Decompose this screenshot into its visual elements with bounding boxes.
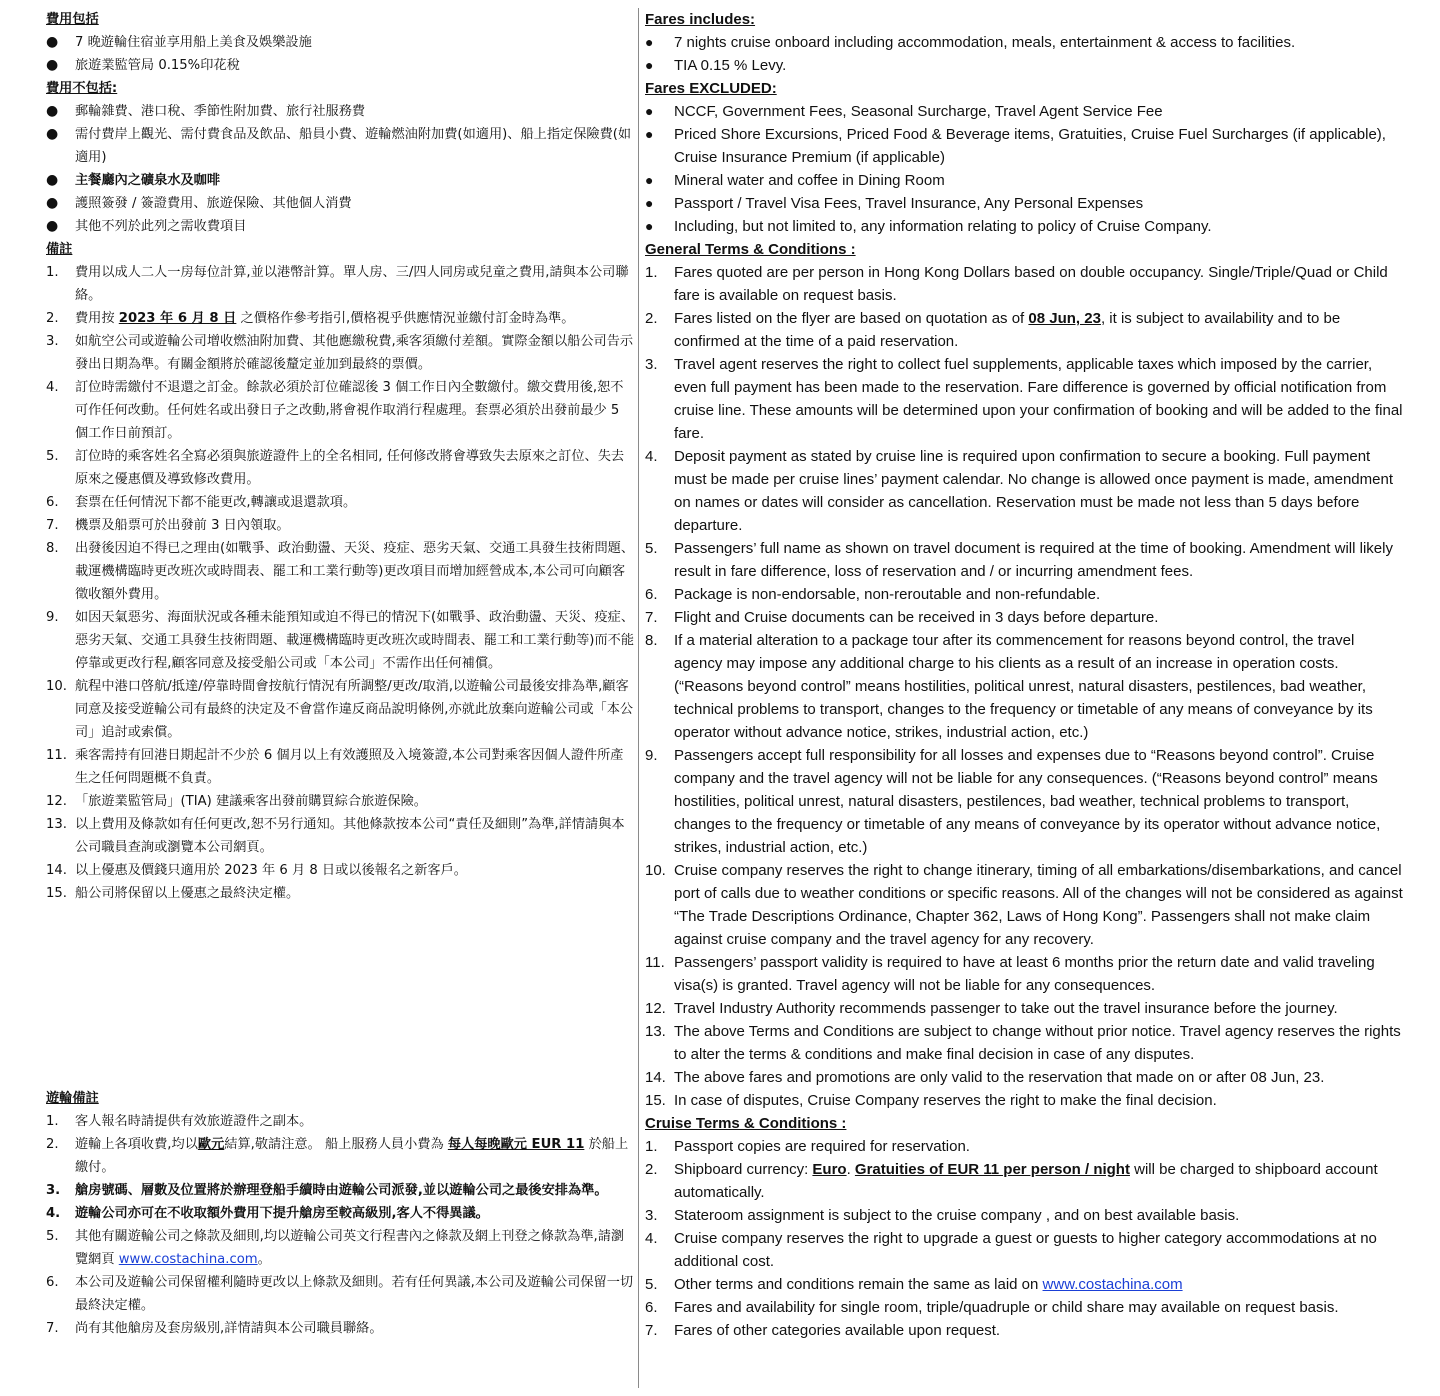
gratuity-amount: Gratuities of EUR 11 per person / night [854,1161,1130,1178]
zh-inclusions-heading: 費用包括 [46,12,99,27]
list-item: 1. 費用以成人二人一房每位計算,並以港幣計算。單人房、三/四人同房或兒童之費用,請與本公司聯絡。 [46,265,629,303]
zh-inclusions-list [46,31,636,77]
website-link[interactable]: www.costachina.com [118,1252,258,1267]
list-item: 4. Deposit payment as stated by cruise line is required upon confirmation to secure a booking. Full payment must be made per cruise lines’ payment calendar. No change is allowed once payment is made, amendment on names or dates will consider as cancellation. Reservation must be made not less than 5 days before departure. [645,448,1393,534]
list-item: 10. 航程中港口啓航/抵達/停靠時間會按航行情況有所調整/更改/取消,以遊輪公司最後安排為準,顧客同意及接受遊輪公司有最終的決定及不會當作違反商品說明條例,亦就此放棄向遊輪公司或「本公司」追討或索償。 [46,679,634,740]
spacer [46,905,636,1087]
list-item: ● 郵輪雜費、港口稅、季節性附加費、旅行社服務費 [46,100,636,123]
chinese-column [46,8,636,1340]
bullet-icon: ● [645,218,654,234]
list-item: ● 旅遊業監管局 0.15%印花稅 [46,54,636,77]
list-item: 1. Fares quoted are per person in Hong Kong Dollars based on double occupancy. Single/Triple/Quad or Child fare is available on request basis. [645,264,1388,304]
list-item: 5. Passengers’ full name as shown on travel document is required at the time of booking. Amendment will likely result in fare difference, loss of reservation and / or incurring amendment fees. [645,540,1393,580]
list-item: 9. 如因天氣惡劣、海面狀況或各種未能預知或迫不得已的情況下(如戰爭、政治動盪、天災、疫症、惡劣天氣、交通工具發生技術問題、載運機構臨時更改班次或時間表、罷工和工業行動等)而不能停靠或更改行程,顧客同意及接受船公司或「本公司」不需作出任何補償。 [46,610,635,671]
list-item: 9. Passengers accept full responsibility for all losses and expenses due to “Reasons beyond control”. Cruise company and the travel agency will not be liable for any consequences. (“Reasons beyond control” means hostilities, political unrest, natural disasters, pestilences, bad weather, technical problems to transport, changes to the frequency or timetable of any means of conveyance by its operator without advance notice, strikes, industrial action, etc.) [645,747,1381,856]
list-item: ● 其他不列於此列之需收費項目 [46,215,636,238]
english-column [645,8,1405,1342]
bullet-icon: ● [645,195,654,211]
list-item: 2. 遊輪上各項收費,均以歐元結算,敬請注意。 船上服務人員小費為 每人每晚歐元 EUR 11 於船上繳付。 [46,1137,629,1175]
list-item: 6. 本公司及遊輪公司保留權利隨時更改以上條款及細則。若有任何異議,本公司及遊輪公司保留一切最終決定權。 [46,1275,634,1313]
bullet-icon: ● [645,126,654,142]
en-exclusions-heading: Fares EXCLUDED: [645,80,777,97]
list-item: 7. 機票及船票可於出發前 3 日內領取。 [46,518,290,533]
list-item: ● Passport / Travel Visa Fees, Travel Insurance, Any Personal Expenses [645,192,1405,215]
column-divider [638,8,639,1388]
zh-notes-heading: 備註 [46,242,73,257]
currency-euro: 歐元 [197,1137,225,1152]
list-item: 13. 以上費用及條款如有任何更改,恕不另行通知。其他條款按本公司“責任及細則”為準,詳情請與本公司職員查詢或瀏覽本公司網頁。 [46,817,625,855]
list-item: 6. Fares and availability for single room, triple/quadruple or child share may available on request basis. [645,1299,1339,1316]
list-item: 7. Fares of other categories available upon request. [645,1322,1001,1339]
list-item: 1. 客人報名時請提供有效旅遊證件之副本。 [46,1114,313,1129]
list-item: 5. Other terms and conditions remain the same as laid on www.costachina.com [645,1276,1183,1293]
gratuity-amount: 每人每晚歐元 EUR 11 [447,1137,585,1152]
list-item: 3. 如航空公司或遊輪公司增收燃油附加費、其他應繳稅費,乘客須繳付差額。實際金額以船公司告示發出日期為準。有關金額將於確認後釐定並加到最終的票價。 [46,334,634,372]
zh-exclusions-heading: 費用不包括: [46,81,118,96]
list-item: ● TIA 0.15 % Levy. [645,54,1405,77]
bullet-icon: ● [645,103,654,119]
website-link[interactable]: www.costachina.com [1042,1276,1183,1293]
list-item: 5. 訂位時的乘客姓名全寫必須與旅遊證件上的全名相同, 任何修改將會導致失去原來之訂位、失去原來之優惠價及導致修改費用。 [46,449,625,487]
en-terms-list [645,261,1405,1112]
list-item: 3. Stateroom assignment is subject to the cruise company , and on best available basis. [645,1207,1240,1224]
bullet-icon: ● [46,172,59,188]
list-item: 11. Passengers’ passport validity is required to have at least 6 months prior the return date and valid traveling visa(s) is granted. Travel agency will not be liable for any consequences. [645,954,1375,994]
en-cruise-heading: Cruise Terms & Conditions : [645,1115,847,1132]
bullet-icon: ● [46,195,59,211]
list-item: 15. In case of disputes, Cruise Company reserves the right to make the final decision. [645,1092,1217,1109]
list-item: ● NCCF, Government Fees, Seasonal Surcharge, Travel Agent Service Fee [645,100,1405,123]
list-item: ● 護照簽發 / 簽證費用、旅遊保險、其他個人消費 [46,192,636,215]
list-item: ● Including, but not limited to, any information relating to policy of Cruise Company. [645,215,1405,238]
list-item: 6. 套票在任何情況下都不能更改,轉讓或退還款項。 [46,495,357,510]
en-cruise-list [645,1135,1405,1342]
list-item: ● 7 晚遊輪住宿並享用船上美食及娛樂設施 [46,31,636,54]
en-terms-heading: General Terms & Conditions : [645,241,856,258]
bullet-icon: ● [46,103,59,119]
list-item: 15. 船公司將保留以上優惠之最終決定權。 [46,886,300,901]
list-item: 4. 遊輪公司亦可在不收取額外費用下提升艙房至較高級別,客人不得異議。 [46,1206,489,1221]
list-item: 5. 其他有關遊輪公司之條款及細則,均以遊輪公司英文行程書內之條款及網上刊登之條款為準,請瀏覽網頁 www.costachina.com。 [46,1229,625,1267]
list-item: 10. Cruise company reserves the right to change itinerary, timing of all embarkations/disembarkations, and cancel port of calls due to weather conditions or specific reasons. All of the changes will not be considered as against “The Trade Descriptions Ordinance, Chapter 362, Laws of Hong Kong”. Passengers shall not make claim against cruise company and the travel agency for any recovery. [645,862,1403,948]
list-item: 4. Cruise company reserves the right to upgrade a guest or guests to higher category accommodations at no additional cost. [645,1230,1377,1270]
list-item: 1. Passport copies are required for reservation. [645,1138,970,1155]
en-exclusions-list [645,100,1405,238]
list-item: 2. Shipboard currency: Euro. Gratuities of EUR 11 per person / night will be charged to shipboard account automatically. [645,1161,1378,1201]
list-item: ● Priced Shore Excursions, Priced Food & Beverage items, Gratuities, Cruise Fuel Surcharges (if applicable), Cruise Insurance Premium (if applicable) [645,123,1405,169]
list-item: 7. Flight and Cruise documents can be received in 3 days before departure. [645,609,1159,626]
reference-date: 08 Jun, 23 [1028,310,1101,327]
list-item: 4. 訂位時需繳付不退還之訂金。餘款必須於訂位確認後 3 個工作日內全數繳付。繳交費用後,恕不可作任何改動。任何姓名或出發日子之改動,將會視作取消行程處理。套票必須於出發前最少 5 個工作日前預訂。 [46,380,624,441]
bullet-icon: ● [46,218,59,234]
list-item: ● 需付費岸上觀光、需付費食品及飲品、船員小費、遊輪燃油附加費(如適用)、船上指定保險費(如適用) [46,123,636,169]
list-item: 14. 以上優惠及價錢只適用於 2023 年 6 月 8 日或以後報名之新客戶。 [46,863,467,878]
bullet-icon: ● [645,57,654,73]
currency-euro: Euro [812,1161,847,1178]
list-item: ● 7 nights cruise onboard including accommodation, meals, entertainment & access to facilities. [645,31,1405,54]
list-item: 3. 艙房號碼、層數及位置將於辦理登船手續時由遊輪公司派發,並以遊輪公司之最後安排為準。 [46,1183,608,1198]
bullet-icon: ● [46,34,59,50]
zh-notes-list [46,261,636,905]
en-inclusions-heading: Fares includes: [645,11,756,28]
list-item: 3. Travel agent reserves the right to collect fuel supplements, applicable taxes which imposed by the carrier, even full payment has been made to the reservation. Fare difference is governed by official notification from cruise line. These amounts will be determined upon your confirmation of booking and will be added to the final fare. [645,356,1403,442]
list-item: 11. 乘客需持有回港日期起計不少於 6 個月以上有效護照及入境簽證,本公司對乘客因個人證件所產生之任何問題概不負責。 [46,748,624,786]
bullet-icon: ● [645,34,654,50]
list-item: ● 主餐廳內之礦泉水及咖啡 [46,169,636,192]
en-inclusions-list [645,31,1405,77]
list-item: 8. 出發後因迫不得已之理由(如戰爭、政治動盪、天災、疫症、惡劣天氣、交通工具發生技術問題、載運機構臨時更改班次或時間表、罷工和工業行動等)更改項目而增加經營成本,本公司可向顧客徵收額外費用。 [46,541,635,602]
list-item: ● Mineral water and coffee in Dining Room [645,169,1405,192]
list-item: 8. If a material alteration to a package tour after its commencement for reasons beyond control, the travel agency may impose any additional charge to his clients as a result of an increase in operation costs. (“Reasons beyond control” means hostilities, political unrest, natural disasters, pestilences, bad weather, technical problems to transport, changes to the frequency or timetable of any means of conveyance by its operator without advance notice, strikes, industrial action, etc.) [645,632,1373,741]
list-item: 12. Travel Industry Authority recommends passenger to take out the travel insurance before the journey. [645,1000,1338,1017]
reference-date: 2023 年 6 月 8 日 [118,311,237,326]
bullet-icon: ● [645,172,654,188]
zh-cruise-list [46,1110,636,1340]
list-item: 2. Fares listed on the flyer are based on quotation as of 08 Jun, 23, it is subject to availability and to be confirmed at the time of a paid reservation. [645,310,1341,350]
zh-exclusions-list [46,100,636,238]
list-item: 13. The above Terms and Conditions are subject to change without prior notice. Travel agency reserves the rights to alter the terms & conditions and make final decision in case of any disputes. [645,1023,1401,1063]
zh-cruise-heading: 遊輪備註 [46,1091,99,1106]
list-item: 6. Package is non-endorsable, non-reroutable and non-refundable. [645,586,1101,603]
list-item: 2. 費用按 2023 年 6 月 8 日 之價格作參考指引,價格視乎供應情況並繳付訂金時為準。 [46,311,575,326]
bullet-icon: ● [46,126,59,142]
list-item: 7. 尚有其他艙房及套房級別,詳情請與本公司職員聯絡。 [46,1321,383,1336]
list-item: 14. The above fares and promotions are only valid to the reservation that made on or after 08 Jun, 23. [645,1069,1325,1086]
bullet-icon: ● [46,57,59,73]
list-item: 12. 「旅遊業監管局」(TIA) 建議乘客出發前購買綜合旅遊保險。 [46,794,427,809]
